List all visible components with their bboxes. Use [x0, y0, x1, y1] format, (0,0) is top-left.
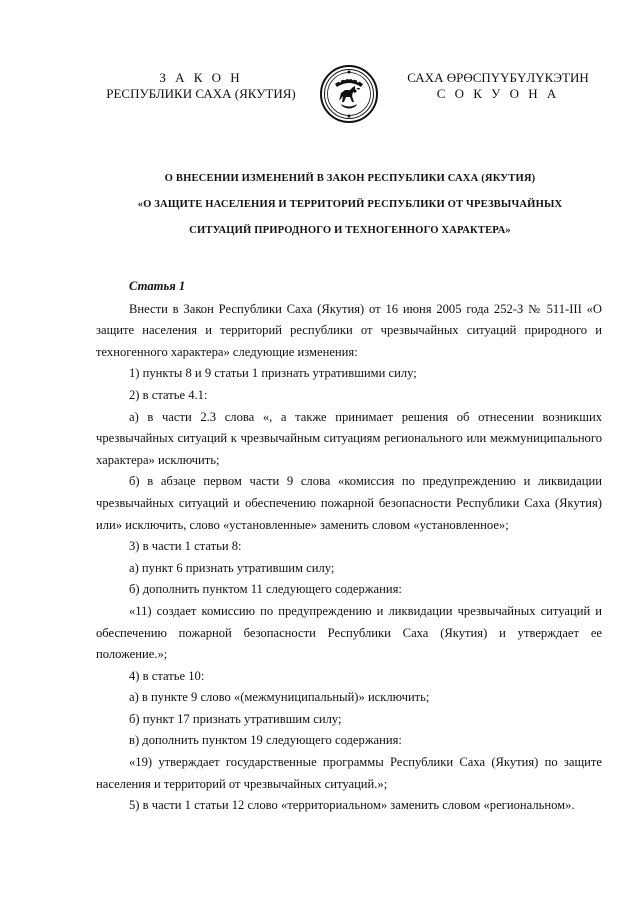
paragraph-item-2b: б) в абзаце первом части 9 слова «комиссия по предупреждению и ликвидации чрезвычайных ситуаций и обеспечению пожарной безопасности Республики Саха (Якутия) или» исключить, слово «установленные» заменить словом «установленное»;: [96, 474, 602, 532]
header-right-subtitle: С О К У О Н А: [436, 86, 560, 101]
law-title-line-3: СИТУАЦИЙ ПРИРОДНОГО И ТЕХНОГЕННОГО ХАРАКТЕРА»: [189, 225, 511, 236]
header-left: [96, 70, 306, 102]
paragraph-item-3: 3) в части 1 статьи 8:: [129, 539, 242, 554]
law-title-line-2: «О ЗАЩИТЕ НАСЕЛЕНИЯ И ТЕРРИТОРИЙ РЕСПУБЛИКИ ОТ ЧРЕЗВЫЧАЙНЫХ: [137, 199, 563, 210]
paragraph-item-4a: а) в пункте 9 слово «(межмуниципальный)» исключить;: [129, 690, 430, 705]
paragraph-item-2a: а) в части 2.3 слова «, а также принимает решения об отнесении возникших чрезвычайных ситуаций к чрезвычайным ситуациям регионального или межмуниципального характера» исключить;: [96, 409, 602, 467]
article-body: [96, 276, 602, 817]
paragraph-quote-11: «11) создает комиссию по предупреждению и ликвидации чрезвычайных ситуаций и обеспечению пожарной безопасности Республики Саха (Якутия) и утверждает ее положение.»;: [96, 603, 602, 662]
paragraph-item-3b: б) дополнить пунктом 11 следующего содержания:: [129, 582, 402, 597]
paragraph-item-3a: а) пункт 6 признать утратившим силу;: [129, 560, 335, 575]
paragraph-intro: Внести в Закон Республики Саха (Якутия) от 16 июня 2005 года 252-З № 511-III «О защите населения и территорий республики от чрезвычайных ситуаций природного и техногенного характера» следующие изменения:: [96, 301, 602, 359]
article-heading: Статья 1: [129, 279, 186, 293]
paragraph-item-1: 1) пункты 8 и 9 статьи 1 признать утратившими силу;: [129, 366, 417, 381]
paragraph-item-4b: б) пункт 17 признать утратившим силу;: [129, 711, 342, 726]
header-left-subtitle: РЕСПУБЛИКИ САХА (ЯКУТИЯ): [106, 86, 296, 101]
header-right: [398, 70, 598, 102]
header-right-title: САХА ӨРӨСПҮҮБҮЛҮКЭТИН: [407, 70, 589, 85]
law-title-line-1: О ВНЕСЕНИИ ИЗМЕНЕНИЙ В ЗАКОН РЕСПУБЛИКИ САХА (ЯКУТИЯ): [164, 173, 536, 184]
paragraph-item-4: 4) в статье 10:: [129, 668, 205, 683]
header-left-title: З А К О Н: [159, 70, 243, 85]
law-title: [96, 166, 604, 244]
coat-of-arms-icon: [319, 64, 379, 124]
paragraph-item-4c: в) дополнить пунктом 19 следующего содержания:: [129, 733, 402, 748]
paragraph-item-2: 2) в статье 4.1:: [129, 387, 208, 402]
paragraph-quote-19: «19) утверждает государственные программы Республики Саха (Якутия) по защите населения и территорий от чрезвычайных ситуаций.»;: [96, 755, 602, 791]
paragraph-item-5: 5) в части 1 статьи 12 слово «территориальном» заменить словом «региональном».: [129, 798, 575, 813]
